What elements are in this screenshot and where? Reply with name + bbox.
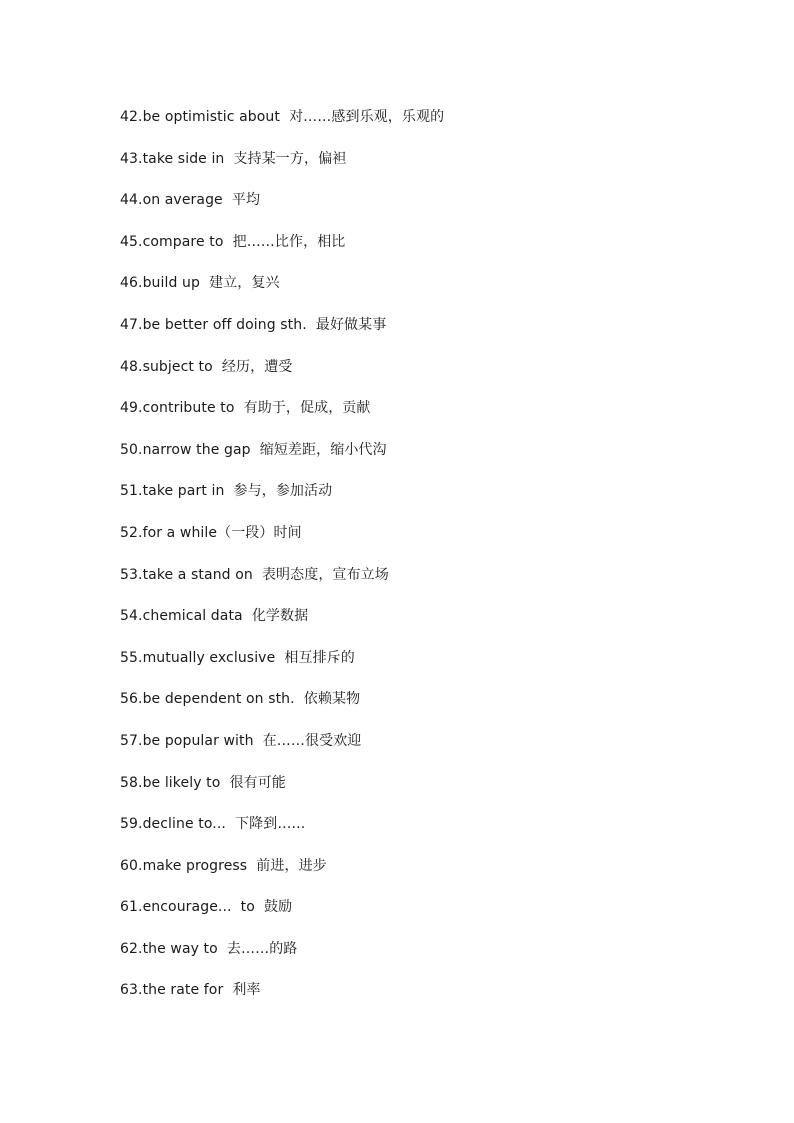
list-item: 57.be popular with 在……很受欢迎: [120, 732, 362, 749]
list-item: 55.mutually exclusive 相互排斥的: [120, 649, 355, 666]
list-item: 43.take side in 支持某一方，偏袒: [120, 150, 347, 167]
phrase-list: [120, 106, 444, 1021]
list-item: 42.be optimistic about 对……感到乐观，乐观的: [120, 109, 445, 125]
list-item: 62.the way to 去……的路: [120, 940, 298, 957]
list-item: 54.chemical data 化学数据: [120, 608, 309, 625]
list-item: 48.subject to 经历，遭受: [120, 358, 293, 375]
list-item: 44.on average 平均: [120, 192, 261, 209]
list-item: 50.narrow the gap 缩短差距，缩小代沟: [120, 441, 387, 458]
list-item: 53.take a stand on 表明态度，宣布立场: [120, 566, 389, 583]
list-item: 58.be likely to 很有可能: [120, 774, 286, 791]
list-item: 59.decline to... 下降到……: [120, 816, 306, 833]
list-item: 52.for a while（一段）时间: [120, 524, 302, 541]
list-item: 60.make progress 前进，进步: [120, 857, 327, 874]
list-item: 49.contribute to 有助于，促成，贡献: [120, 400, 371, 417]
list-item: 47.be better off doing sth. 最好做某事: [120, 316, 387, 333]
list-item: 56.be dependent on sth. 依赖某物: [120, 691, 361, 708]
list-item: 61.encourage... to 鼓励: [120, 899, 293, 916]
list-item: 46.build up 建立，复兴: [120, 275, 280, 292]
list-item: 45.compare to 把……比作，相比: [120, 233, 346, 250]
list-item: 63.the rate for 利率: [120, 982, 261, 999]
list-item: 51.take part in 参与，参加活动: [120, 483, 333, 500]
